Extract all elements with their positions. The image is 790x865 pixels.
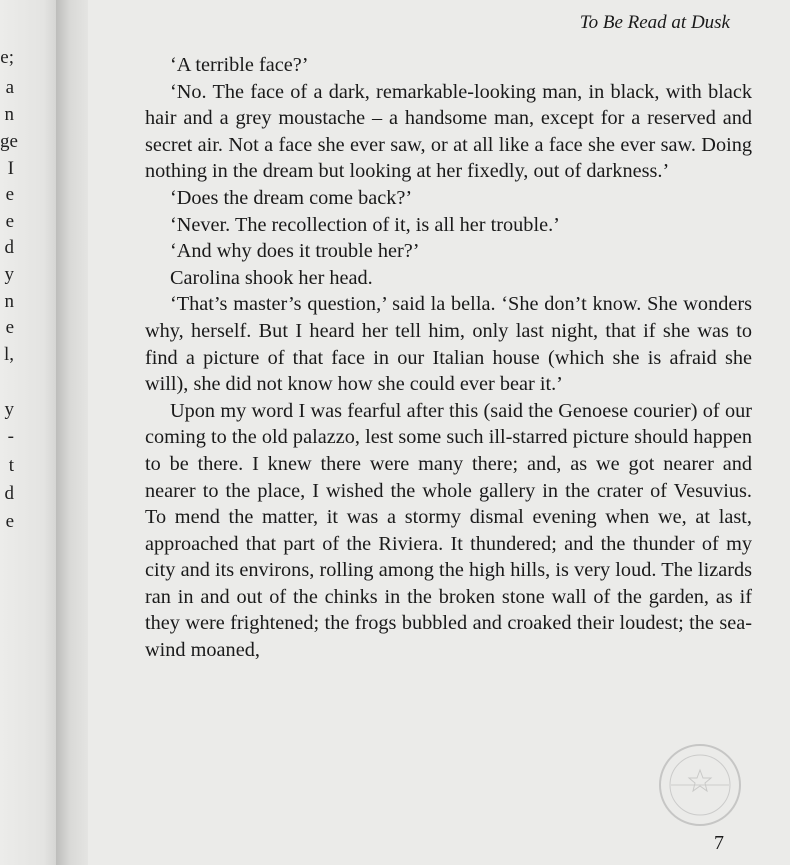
left-page-fragment: e xyxy=(5,211,14,232)
paragraph: ‘No. The face of a dark, remarkable-looking man, in black, with black hair and a grey moustache – a handsome man, except for a reserved and secret air. Not a face she ever saw, or at all like a face she ever saw. Doing nothing in the dream but looking at her fixedly, out of darkness.’ xyxy=(145,80,752,183)
left-page-fragment: e; xyxy=(0,47,14,68)
left-page-fragment: e xyxy=(5,184,14,205)
running-head: To Be Read at Dusk xyxy=(579,12,730,33)
left-page-fragment: y xyxy=(4,399,14,420)
paragraph: ‘And why does it trouble her?’ xyxy=(170,240,420,263)
body-text xyxy=(145,52,752,664)
left-page-fragment: ge xyxy=(0,131,18,152)
paragraph: ‘A terrible face?’ xyxy=(170,54,309,76)
left-page-fragment: n xyxy=(4,291,14,312)
left-page-fragment: y xyxy=(4,264,14,285)
page-number: 7 xyxy=(714,832,724,854)
paragraph: ‘Does the dream come back?’ xyxy=(170,186,413,209)
left-page-fragment: t xyxy=(8,455,14,476)
left-page xyxy=(0,0,62,865)
left-page-fragment: l, xyxy=(3,344,14,365)
left-page-fragment: d xyxy=(4,237,14,258)
left-page-fragment: n xyxy=(4,104,14,125)
left-page-fragment: a xyxy=(5,77,14,98)
paragraph: ‘Never. The recollection of it, is all her trouble.’ xyxy=(170,213,560,236)
left-page-fragment: e xyxy=(5,511,14,532)
left-page-fragment: I xyxy=(7,158,14,179)
paragraph: Carolina shook her head. xyxy=(170,266,373,289)
paragraph: Upon my word I was fearful after this (said the Genoese courier) of our coming to the old palazzo, lest some such ill-starred picture should happen to be there. I knew there were many there; and, as we got nearer and nearer to the place, I wished the whole gallery in the crater of Vesuvius. To mend the matter, it was a stormy dismal evening when we, at last, approached that part of the Riviera. It thundered; and the thunder of my city and its environs, rolling among the high hills, is very loud. The lizards ran in and out of the chinks in the broken stone wall of the garden, as if they were frightened; the frogs bubbled and croaked their loudest; the sea-wind moaned, xyxy=(145,399,752,662)
left-page-fragment: d xyxy=(4,483,14,504)
left-page-fragment: - xyxy=(7,426,14,447)
left-page-fragment: e xyxy=(5,317,14,338)
watermark-stamp-icon xyxy=(657,742,743,828)
paragraph: ‘That’s master’s question,’ said la bella. ‘She don’t know. She wonders why, herself. But I heard her tell him, only last night, that if she was to find a picture of that face in our Italian house (which she is afraid she will), she did not know how she could ever bear it.’ xyxy=(145,293,752,396)
